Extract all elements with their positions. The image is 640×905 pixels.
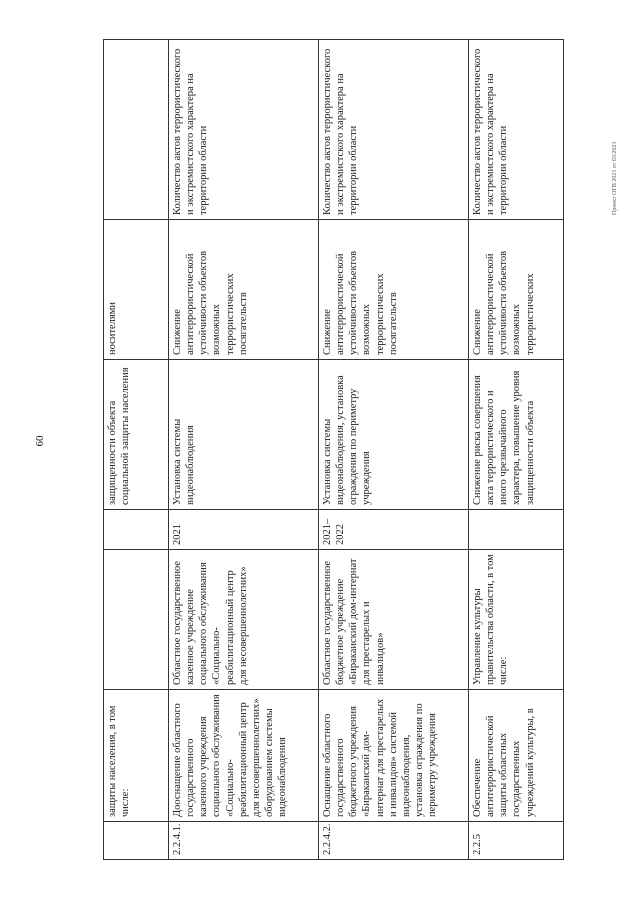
year-cell: 2021–2022 [319,510,469,550]
measure-name-cell: Дооснащение областного государственного казенного учреждения социального обслуживания «Социально-реабилитационный центр для несовершеннолетних» оборудованием системы видеонаблюдения [169,690,319,822]
executor-cell: Областное государственное бюджетное учреждение «Биракаиский дом-интернат для престарелых и инвалидов» [319,550,469,690]
indicator-cell: носителями [104,220,169,360]
measure-name-cell: защиты населения, в том числе: [104,690,169,822]
table-row [169,40,319,860]
row-number-cell: 2.2.4.1. [169,822,319,860]
indicator-cell: Снижение антитеррористической устойчивости объектов возможных террористических [469,220,564,360]
measure-name-cell: Обеспечение антитеррористической защиты областных государственных учреждений культуры, в [469,690,564,822]
rotated-table-container [103,40,563,860]
result-cell: защищенности объекта социальной защиты населения [104,360,169,510]
executor-cell [104,550,169,690]
executor-cell: Управление культуры правительства области, в том числе: [469,550,564,690]
page-number: 60 [34,435,46,447]
measure-cell: Количество актов террористического и экстремистского характера на территории области [319,40,469,220]
table-row [104,40,169,860]
table-row [319,40,469,860]
document-footer-note: Проект ОГВ 2021 от 03/2021 [612,141,618,215]
result-cell: Установка системы видеонаблюдения, установка ограждения по периметру учреждения [319,360,469,510]
result-cell: Снижение риска совершения акта террористического и иного чрезвычайного характера, повышение уровня защищенности объекта [469,360,564,510]
measure-cell [104,40,169,220]
row-number-cell: 2.2.5 [469,822,564,860]
year-cell [469,510,564,550]
measure-cell: Количество актов террористического и экстремистского характера на территории области [169,40,319,220]
program-measures-table [103,39,564,860]
table-row [469,40,564,860]
year-cell: 2021 [169,510,319,550]
row-number-cell: 2.2.4.2. [319,822,469,860]
indicator-cell: Снижение антитеррористической устойчивости объектов возможных террористических посягательств [319,220,469,360]
result-cell: Установка системы видеонаблюдения [169,360,319,510]
measure-name-cell: Оснащение областного государственного бюджетного учреждения «Биракаиский дом-интернат для престарелых и инвалидов» системой видеонаблюдения, установка ограждения по периметру учреждения [319,690,469,822]
measure-cell: Количество актов террористического и экстремистского характера на территории области [469,40,564,220]
executor-cell: Областное государственное казенное учреждение социального обслуживания «Социально-реабилитационный центр для несовершеннолетних» [169,550,319,690]
year-cell [104,510,169,550]
row-number-cell [104,822,169,860]
indicator-cell: Снижение антитеррористической устойчивости объектов возможных террористических посягательств [169,220,319,360]
